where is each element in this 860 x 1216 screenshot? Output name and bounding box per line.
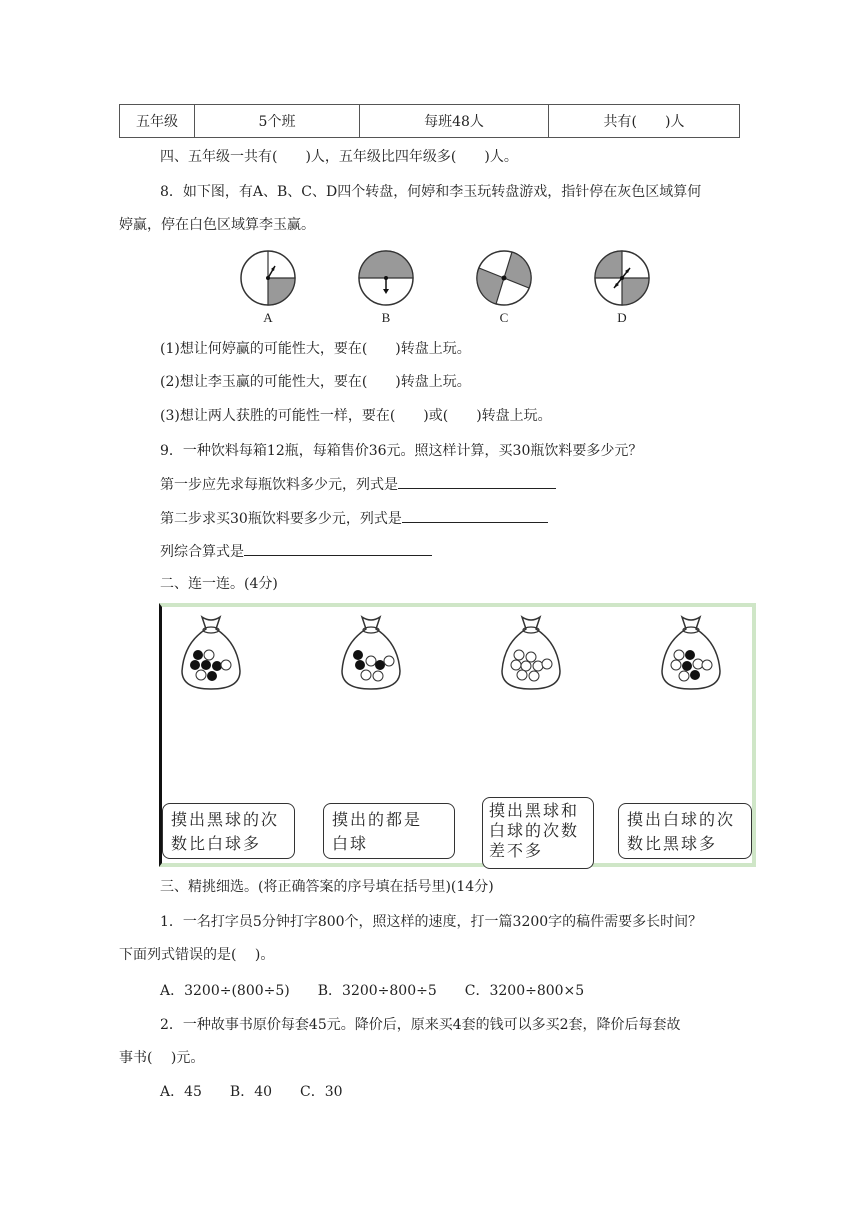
- classes-cell: 5个班: [195, 105, 360, 138]
- ball-bag-icon: [338, 613, 404, 693]
- total-cell: 共有( )人: [549, 105, 740, 138]
- s3-q1-line2: 下面列式错误的是( )。: [119, 947, 275, 963]
- question-total-line: 四、五年级一共有( )人，五年级比四年级多( )人。: [160, 149, 518, 165]
- card-2-line-2: 白球: [332, 834, 369, 853]
- q9-line1: 9．一种饮料每箱12瓶，每箱售价36元。照这样计算，买30瓶饮料要多少元？: [160, 443, 643, 459]
- s3-q1-options: A．3200÷(800÷5) B．3200÷800÷5 C．3200÷800×5: [160, 983, 585, 999]
- per-class-cell: 每班48人: [360, 105, 549, 138]
- q9-step3-blank[interactable]: [244, 541, 432, 556]
- card-1-line-2: 数比白球多: [171, 834, 262, 853]
- card-4-line-1: 摸出白球的次: [627, 810, 736, 829]
- q8-line1: 8．如下图，有A、B、C、D四个转盘，何婷和李玉玩转盘游戏，指针停在灰色区域算何: [160, 184, 702, 200]
- q8-sub2: (2)想让李玉赢的可能性大，要在( )转盘上玩。: [160, 374, 471, 390]
- spinner-figures: [230, 248, 670, 328]
- spinner-c-label: C: [499, 310, 509, 325]
- card-3-line-3: 差不多: [489, 841, 544, 860]
- card-3-line-2: 白球的次数: [489, 821, 580, 840]
- class-info-table: [119, 104, 740, 138]
- spinner-a: [233, 248, 303, 326]
- match-card-2[interactable]: [323, 803, 455, 859]
- spinner-a-label: A: [263, 310, 273, 325]
- s3-q1-line1: 1．一名打字员5分钟打字800个，照这样的速度，打一篇3200字的稿件需要多长时间？: [160, 914, 703, 930]
- match-card-4[interactable]: [618, 803, 752, 859]
- spinner-b-label: B: [381, 310, 391, 325]
- spinner-c: [469, 248, 539, 326]
- s3-q2-options: A．45 B．40 C．30: [160, 1084, 343, 1100]
- spinner-d-icon: [592, 248, 652, 308]
- spinner-b-icon: [356, 248, 416, 308]
- ball-bag-icon: [178, 613, 244, 693]
- spinner-c-icon: [474, 248, 534, 308]
- spinner-d-label: D: [617, 310, 627, 325]
- q9-step1-text: 第一步应先求每瓶饮料多少元，列式是: [160, 477, 398, 493]
- q8-sub3: (3)想让两人获胜的可能性一样，要在( )或( )转盘上玩。: [160, 408, 552, 424]
- ball-bag-icon: [498, 613, 564, 693]
- matching-panel: [159, 603, 756, 867]
- match-card-3[interactable]: [482, 797, 594, 869]
- q8-sub1: (1)想让何婷赢的可能性大，要在( )转盘上玩。: [160, 341, 471, 357]
- s3-q2-line2: 事书( )元。: [119, 1050, 205, 1066]
- q9-step2-text: 第二步求买30瓶饮料要多少元，列式是: [160, 511, 402, 527]
- match-card-1[interactable]: [162, 803, 295, 859]
- q9-step3: [160, 541, 432, 562]
- s3-q2-line1: 2．一种故事书原价每套45元。降价后，原来买4套的钱可以多买2套，降价后每套故: [160, 1017, 681, 1033]
- card-3-line-1: 摸出黑球和: [489, 801, 580, 820]
- spinner-d: [587, 248, 657, 326]
- q8-line2: 婷赢，停在白色区域算李玉赢。: [119, 217, 315, 233]
- section2-title: 二、连一连。(4分): [160, 576, 278, 592]
- spinner-b: [351, 248, 421, 326]
- spinner-a-icon: [238, 248, 298, 308]
- q9-step3-text: 列综合算式是: [160, 544, 244, 560]
- section3-title: 三、精挑细选。(将正确答案的序号填在括号里)(14分): [160, 879, 494, 895]
- q9-step2: [160, 508, 548, 529]
- card-2-line-1: 摸出的都是: [332, 810, 423, 829]
- q9-step1-blank[interactable]: [398, 474, 556, 489]
- card-4-line-2: 数比黑球多: [627, 834, 718, 853]
- q9-step1: [160, 474, 556, 495]
- card-1-line-1: 摸出黑球的次: [171, 810, 280, 829]
- ball-bag-icon: [658, 613, 724, 693]
- grade-cell: 五年级: [120, 105, 195, 138]
- q9-step2-blank[interactable]: [402, 508, 548, 523]
